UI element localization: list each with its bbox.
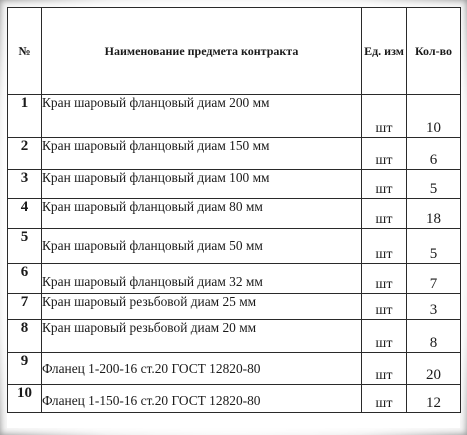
- header-number: №: [8, 8, 42, 95]
- row-number: 7: [8, 294, 42, 320]
- row-unit: шт: [362, 385, 407, 413]
- row-name: Кран шаровый фланцовый диам 32 мм: [42, 264, 362, 294]
- row-unit: шт: [362, 95, 407, 138]
- row-number: 4: [8, 199, 42, 229]
- row-unit: шт: [362, 294, 407, 320]
- contract-table: [7, 7, 461, 413]
- row-name: Фланец 1-200-16 ст.20 ГОСТ 12820-80: [42, 353, 362, 385]
- row-number: 3: [8, 170, 42, 199]
- row-name: Кран шаровый фланцовый диам 50 мм: [42, 229, 362, 264]
- row-name: Кран шаровый фланцовый диам 150 мм: [42, 138, 362, 170]
- header-unit: Ед. изм: [362, 8, 407, 95]
- row-number: 1: [8, 95, 42, 138]
- row-quantity: 10: [407, 95, 461, 138]
- row-quantity: 5: [407, 170, 461, 199]
- row-unit: шт: [362, 229, 407, 264]
- row-quantity: 3: [407, 294, 461, 320]
- row-name: Кран шаровый фланцовый диам 80 мм: [42, 199, 362, 229]
- row-unit: шт: [362, 353, 407, 385]
- row-quantity: 6: [407, 138, 461, 170]
- header-name: Наименование предмета контракта: [42, 8, 362, 95]
- document-page: [7, 7, 460, 428]
- header-quantity: Кол-во: [407, 8, 461, 95]
- row-name: Кран шаровый резьбовой диам 25 мм: [42, 294, 362, 320]
- row-unit: шт: [362, 320, 407, 353]
- table-row: [8, 170, 461, 199]
- row-quantity: 18: [407, 199, 461, 229]
- table-row: [8, 199, 461, 229]
- row-name: Кран шаровый резьбовой диам 20 мм: [42, 320, 362, 353]
- row-quantity: 5: [407, 229, 461, 264]
- table-row: [8, 95, 461, 138]
- row-quantity: 20: [407, 353, 461, 385]
- row-number: 10: [8, 385, 42, 413]
- row-unit: шт: [362, 138, 407, 170]
- row-name: Кран шаровый фланцовый диам 100 мм: [42, 170, 362, 199]
- row-quantity: 8: [407, 320, 461, 353]
- table-row: [8, 229, 461, 264]
- table-header-row: [8, 8, 461, 95]
- row-unit: шт: [362, 170, 407, 199]
- table-row: [8, 294, 461, 320]
- table-row: [8, 385, 461, 413]
- table-row: [8, 264, 461, 294]
- row-number: 9: [8, 353, 42, 385]
- row-number: 2: [8, 138, 42, 170]
- row-unit: шт: [362, 199, 407, 229]
- row-name: Фланец 1-150-16 ст.20 ГОСТ 12820-80: [42, 385, 362, 413]
- row-quantity: 7: [407, 264, 461, 294]
- table-row: [8, 138, 461, 170]
- row-quantity: 12: [407, 385, 461, 413]
- row-number: 5: [8, 229, 42, 264]
- row-number: 6: [8, 264, 42, 294]
- row-number: 8: [8, 320, 42, 353]
- table-row: [8, 320, 461, 353]
- row-unit: шт: [362, 264, 407, 294]
- row-name: Кран шаровый фланцовый диам 200 мм: [42, 95, 362, 138]
- table-row: [8, 353, 461, 385]
